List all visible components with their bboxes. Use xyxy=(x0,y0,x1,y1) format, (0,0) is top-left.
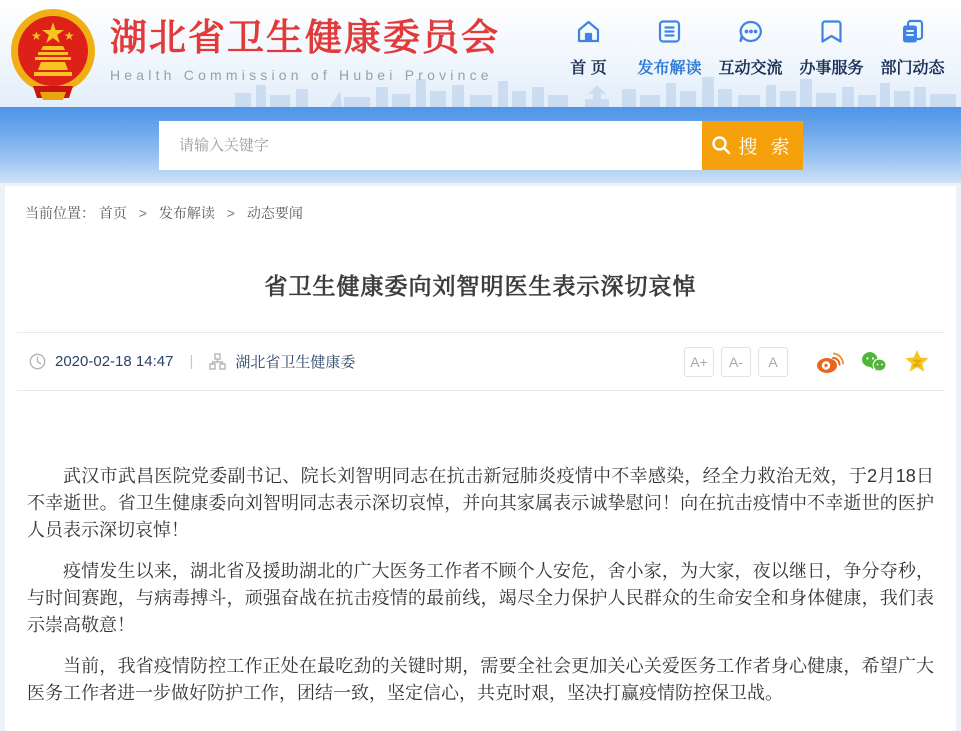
content-panel xyxy=(5,186,956,731)
site-brand xyxy=(110,18,500,83)
nav-item-label: 办事服务 xyxy=(799,60,864,77)
breadcrumb xyxy=(5,186,956,223)
main-nav xyxy=(548,16,953,78)
article-source: 湖北省卫生健康委 xyxy=(235,354,356,371)
qzone-icon[interactable] xyxy=(904,349,930,374)
search-button-label: 搜 索 xyxy=(738,136,794,158)
document-icon xyxy=(656,16,683,46)
site-header xyxy=(0,0,961,107)
article-title: 省卫生健康委向刘智明医生表示深切哀悼 xyxy=(264,273,697,299)
source-icon xyxy=(209,353,226,370)
article-paragraph: 疫情发生以来，湖北省及援助湖北的广大医务工作者不顾个人安危，舍小家，为大家，夜以继日，争分夺秒，与时间赛跑，与病毒搏斗，顽强奋战在抗击疫情的最前线，竭尽全力保护人民群众的生命安全和身体健康，我们表示崇高敬意！ xyxy=(27,561,934,635)
breadcrumb-prefix: 当前位置： xyxy=(25,205,95,221)
nav-item-label: 首 页 xyxy=(570,60,607,77)
site-title: 湖北省卫生健康委员会 xyxy=(110,17,500,59)
nav-item-news[interactable] xyxy=(629,16,710,78)
breadcrumb-link-home[interactable]: 首页 xyxy=(98,205,127,221)
article-meta xyxy=(29,351,355,372)
article-meta-bar xyxy=(17,332,944,391)
font-increase-button[interactable]: A+ xyxy=(684,347,714,377)
nav-item-department[interactable] xyxy=(872,16,953,78)
weibo-icon[interactable] xyxy=(816,350,844,374)
chat-icon xyxy=(737,16,765,46)
nav-item-label: 互动交流 xyxy=(718,60,783,77)
search-box xyxy=(159,121,803,170)
article-paragraph: 武汉市武昌医院党委副书记、院长刘智明同志在抗击新冠肺炎疫情中不幸感染，经全力救治无效，于2月18日不幸逝世。省卫生健康委向刘智明同志表示深切哀悼，并向其家属表示诚挚慰问！向在抗击疫情中不幸逝世的医护人员表示深切哀悼！ xyxy=(27,466,934,540)
bookmark-icon xyxy=(818,16,845,46)
font-decrease-button[interactable]: A- xyxy=(721,347,751,377)
breadcrumb-link-news[interactable]: 发布解读 xyxy=(158,205,215,221)
home-icon xyxy=(575,16,602,46)
breadcrumb-separator: > xyxy=(138,205,147,221)
breadcrumb-separator: > xyxy=(226,205,235,221)
article-date: 2020-02-18 14:47 xyxy=(55,353,174,370)
clock-icon xyxy=(29,353,46,370)
nav-item-interact[interactable] xyxy=(710,16,791,78)
nav-item-label: 部门动态 xyxy=(880,60,945,77)
article-tools xyxy=(677,347,930,377)
nav-item-home[interactable] xyxy=(548,16,629,78)
national-emblem-logo xyxy=(10,8,96,102)
nav-item-label: 发布解读 xyxy=(637,60,702,77)
search-icon xyxy=(711,135,731,155)
wechat-icon[interactable] xyxy=(860,350,888,374)
site-subtitle: Health Commission of Hubei Province xyxy=(110,66,493,83)
article-body xyxy=(5,391,956,707)
pages-icon xyxy=(899,16,926,46)
search-input[interactable] xyxy=(159,121,702,170)
font-reset-button[interactable]: A xyxy=(758,347,788,377)
search-band xyxy=(0,107,961,183)
article-paragraph: 当前，我省疫情防控工作正处在最吃劲的关键时期，需要全社会更加关心关爱医务工作者身心健康，希望广大医务工作者进一步做好防护工作，团结一致，坚定信心，共克时艰，坚决打赢疫情防控保卫战。 xyxy=(27,656,934,703)
nav-item-services[interactable] xyxy=(791,16,872,78)
search-button[interactable] xyxy=(702,121,803,170)
meta-divider: | xyxy=(189,353,194,370)
breadcrumb-link-current[interactable]: 动态要闻 xyxy=(246,205,303,221)
